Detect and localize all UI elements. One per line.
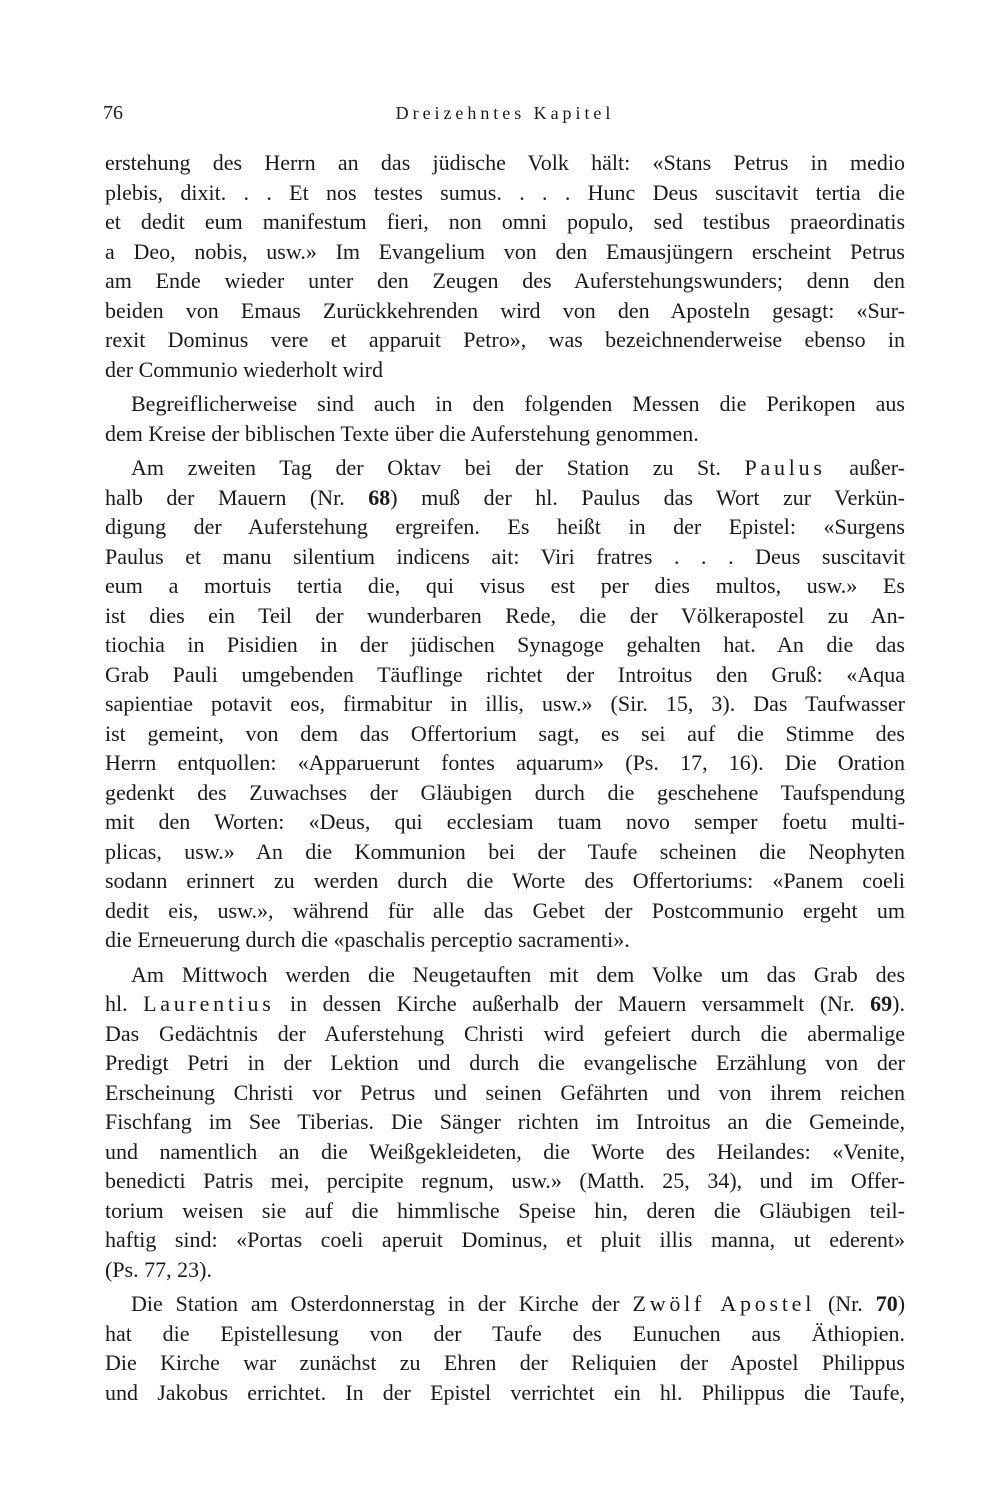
text-segment: ) (897, 1291, 905, 1316)
text-line: mit den Worten: «Deus, qui ecclesiam tuam novo semper foetu multi- (105, 809, 905, 834)
text-line: ist gemeint, von dem das Offertorium sagt, es sei auf die Stimme des (105, 720, 905, 746)
paragraph (105, 960, 905, 1285)
text-line: plicas, usw.» An die Kommunion bei der Taufe scheinen die Neophyten (105, 838, 905, 864)
text-line: der Communio wiederholt wird (105, 356, 384, 382)
text-line: ist dies ein Teil der wunderbaren Rede, die der Völkerapostel zu An- (105, 602, 905, 628)
paragraph (105, 1289, 905, 1407)
text-line: benedicti Patris mei, percipite regnum, usw.» (Matth. 25, 34), und im Offer- (105, 1168, 905, 1193)
station-number: 70 (875, 1291, 898, 1316)
text-line: am Ende wieder unter den Zeugen des Auferstehungswunders; denn den (105, 268, 905, 293)
text-line: beiden von Emaus Zurückkehrenden wird von den Aposteln gesagt: «Sur- (105, 297, 905, 323)
text-line: Fischfang im See Tiberias. Die Sänger richten im Introitus an die Gemeinde, (105, 1109, 905, 1134)
text-line: rexit Dominus vere et apparuit Petro», was bezeichnenderweise ebenso in (105, 327, 905, 352)
text-line: Begreiflicherweise sind auch in den folgenden Messen die Perikopen aus (131, 391, 905, 416)
station-number: 69 (870, 991, 893, 1016)
text-line (105, 483, 905, 513)
text-line: (Ps. 77, 23). (105, 1256, 212, 1282)
text-line (105, 1289, 905, 1319)
text-line: eum a mortuis tertia die, qui visus est per dies multos, usw.» Es (105, 573, 905, 598)
text-line: Am Mittwoch werden die Neugetauften mit dem Volke um das Grab des (131, 961, 905, 987)
text-line: sodann erinnert zu werden durch die Worte des Offertoriums: «Panem coeli (105, 868, 905, 893)
text-line: dem Kreise der biblischen Texte über die Auferstehung genommen. (105, 420, 699, 446)
text-line: Das Gedächtnis der Auferstehung Christi wird gefeiert durch die abermalige (105, 1020, 905, 1046)
text-segment: Am zweiten Tag der Oktav bei der Station zu St. (131, 455, 745, 480)
text-line: und Jakobus errichtet. In der Epistel verrichtet ein hl. Philippus die Taufe, (105, 1379, 905, 1405)
text-segment: Die Station am Osterdonnerstag in der Kirche der (131, 1291, 633, 1316)
text-line (105, 989, 905, 1019)
text-line: und namentlich an die Weißgekleideten, die Worte des Heilandes: «Venite, (105, 1138, 905, 1164)
text-line (105, 453, 905, 483)
text-segment: hl. (105, 991, 144, 1016)
text-segment: ). (892, 991, 905, 1016)
page-number: 76 (103, 102, 123, 124)
text-line: erstehung des Herrn an das jüdische Volk hält: «Stans Petrus in medio (105, 150, 905, 175)
text-line: a Deo, nobis, usw.» Im Evangelium von den Emausjüngern erscheint Petrus (105, 238, 905, 264)
text-line: Grab Pauli umgebenden Täuflinge richtet der Introitus den Gruß: «Aqua (105, 661, 905, 687)
station-number: 68 (368, 484, 391, 510)
spaced-name: Paulus (744, 455, 826, 480)
text-line: Erscheinung Christi vor Petrus und seinen Gefährten und von ihrem reichen (105, 1079, 905, 1105)
text-line: Die Kirche war zunächst zu Ehren der Reliquien der Apostel Philippus (105, 1350, 905, 1375)
text-segment: halb der Mauern (Nr. (105, 484, 369, 510)
text-segment: in dessen Kirche außerhalb der Mauern versammelt (Nr. (274, 991, 871, 1016)
text-line: Predigt Petri in der Lektion und durch die evangelische Erzählung von der (105, 1050, 905, 1075)
text-line: Herrn entquollen: «Apparuerunt fontes aquarum» (Ps. 17, 16). Die Oration (105, 750, 905, 775)
text-line: tiochia in Pisidien in der jüdischen Synagoge gehalten hat. An die das (105, 632, 905, 657)
text-line: sapientiae potavit eos, firmabitur in illis, usw.» (Sir. 15, 3). Das Taufwasser (105, 691, 905, 716)
running-title: Dreizehntes Kapitel (395, 103, 615, 123)
paragraph (105, 148, 905, 384)
text-line: digung der Auferstehung ergreifen. Es heißt in der Epistel: «Surgens (105, 514, 905, 539)
text-line: gedenkt des Zuwachses der Gläubigen durch die geschehene Taufspendung (105, 779, 905, 805)
text-segment: (Nr. (815, 1291, 876, 1316)
paragraph (105, 453, 905, 955)
text-line: haftig sind: «Portas coeli aperuit Dominus, et pluit illis manna, ut ederent» (105, 1227, 905, 1252)
text-line: hat die Epistellesung von der Taufe des Eunuchen aus Äthiopien. (105, 1320, 905, 1346)
spaced-name: Zwölf Apostel (632, 1291, 816, 1316)
text-line: Paulus et manu silentium indicens ait: Viri fratres . . . Deus suscitavit (105, 543, 905, 569)
text-line: dedit eis, usw.», während für alle das Gebet der Postcommunio ergeht um (105, 897, 905, 923)
text-segment: außer- (825, 455, 905, 480)
text-line: plebis, dixit. . . Et nos testes sumus. . . . Hunc Deus suscitavit tertia die (105, 179, 905, 205)
text-line: et dedit eum manifestum fieri, non omni populo, sed testibus praeordinatis (105, 209, 905, 234)
text-line: die Erneuerung durch die «paschalis perceptio sacramenti». (105, 927, 630, 952)
text-segment: ) muß der hl. Paulus das Wort zur Verkün- (390, 484, 905, 510)
body-text (105, 148, 905, 1407)
paragraph (105, 389, 905, 448)
spaced-name: Laurentius (143, 991, 275, 1016)
text-line: torium weisen sie auf die himmlische Speise hin, deren die Gläubigen teil- (105, 1197, 905, 1223)
